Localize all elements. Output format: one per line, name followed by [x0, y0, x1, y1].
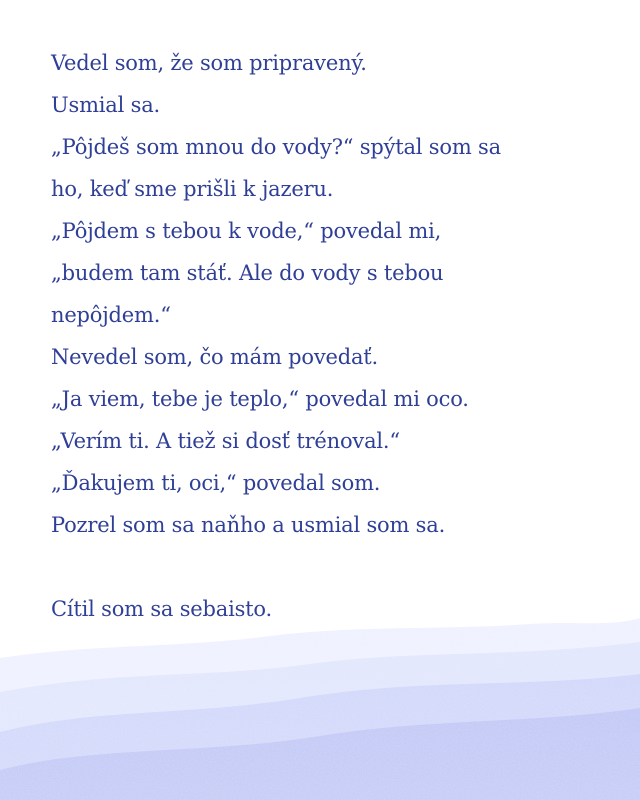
story-line-12: Pozrel som sa naňho a usmial som sa.	[51, 513, 446, 537]
story-line-3: „Pôjdeš som mnou do vody?“ spýtal som sa	[51, 135, 501, 159]
story-line-9: „Ja viem, tebe je teplo,“ povedal mi oco.	[51, 387, 469, 411]
story-line-5: „Pôjdem s tebou k vode,“ povedal mi,	[51, 219, 442, 243]
story-line-4: ho, keď sme prišli k jazeru.	[51, 177, 334, 201]
story-line-6: „budem tam stáť. Ale do vody s tebou	[51, 261, 444, 285]
water-illustration	[0, 600, 640, 800]
story-line-7: nepôjdem.“	[51, 303, 171, 327]
story-line-8: Nevedel som, čo mám povedať.	[51, 345, 378, 369]
story-line-1: Vedel som, že som pripravený.	[51, 51, 367, 75]
story-line-2: Usmial sa.	[51, 93, 160, 117]
story-text	[51, 42, 611, 630]
story-line-10: „Verím ti. A tiež si dosť trénoval.“	[51, 429, 400, 453]
water-mist	[0, 600, 640, 800]
story-line-11: „Ďakujem ti, oci,“ povedal som.	[51, 471, 381, 495]
